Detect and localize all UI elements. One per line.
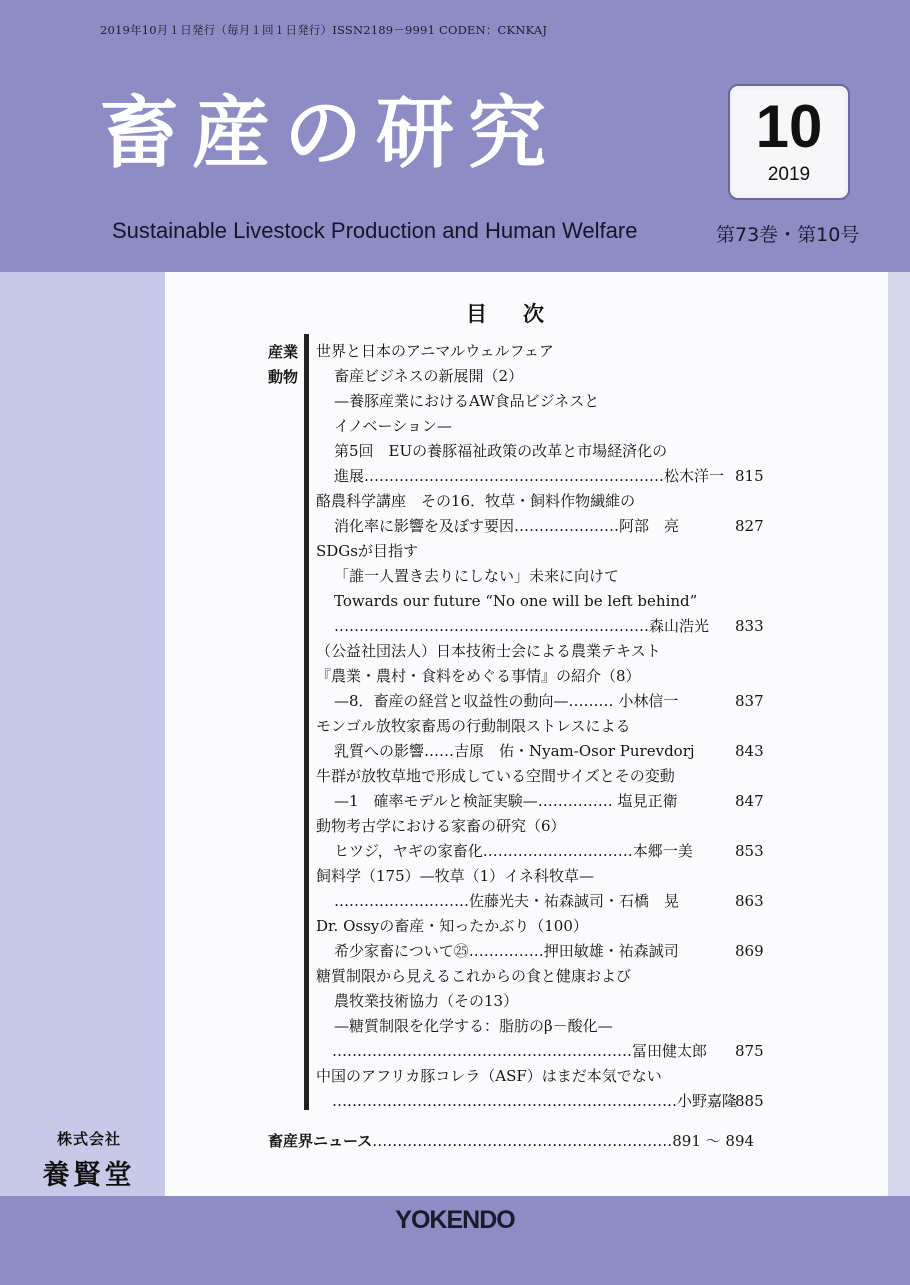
publisher-name: 養賢堂	[42, 1160, 136, 1191]
toc-line: モンゴル放牧家畜馬の行動制限ストレスによる	[316, 717, 631, 735]
toc-line: ………………………………………………………森山浩光	[334, 617, 710, 635]
page-number: 833	[735, 617, 764, 635]
toc-line: ………………………佐藤光夫・祐森誠司・石橋 晃	[334, 892, 680, 910]
news-entry	[268, 1130, 754, 1151]
toc-line: 飼料学（175）—牧草（1）イネ科牧草—	[316, 867, 595, 885]
issue-box	[728, 84, 850, 200]
page-number: 827	[735, 517, 764, 535]
toc-line: 第5回 EUの養豚福祉政策の改革と市場経済化の	[334, 442, 668, 460]
toc-line: 牛群が放牧草地で形成している空間サイズとその変動	[316, 767, 675, 785]
page-number: 815	[735, 467, 764, 485]
toc-line: 酪農科学講座 その16．牧草・飼料作物繊維の	[316, 492, 636, 510]
toc-line: 農牧業技術協力（その13）	[334, 992, 519, 1010]
toc-line: Towards our future “No one will be left behind”	[334, 592, 698, 610]
left-color-panel	[0, 272, 165, 1196]
toc-title: 目次	[466, 302, 580, 326]
issue-number: 10	[755, 93, 823, 160]
issue-year: 2019	[767, 164, 811, 185]
toc-line: 消化率に影響を及ぼす要因…………………阿部 亮	[334, 517, 680, 535]
toc-line: 畜産ビジネスの新展開（2）	[334, 367, 524, 385]
publication-info: 2019年10月１日発行（毎月１回１日発行）ISSN2189－9991 CODEN：CKNKAJ	[100, 23, 548, 37]
category-bar	[304, 334, 309, 1110]
toc-line: SDGsが目指す	[316, 542, 418, 560]
toc-line: —8．畜産の経営と収益性の動向—……… 小林信一	[334, 692, 679, 710]
page-number: 863	[735, 892, 764, 910]
toc-line: 希少家畜について㉕……………押田敏雄・祐森誠司	[334, 942, 679, 960]
toc-line: 中国のアフリカ豚コレラ（ASF）はまだ本気でない	[316, 1067, 662, 1085]
toc-line: —1 確率モデルと検証実験—…………… 塩見正衛	[334, 792, 678, 810]
page-number: 885	[735, 1092, 764, 1110]
journal-title: 畜産の研究	[100, 89, 561, 179]
toc-line: 「誰一人置き去りにしない」未来に向けて	[334, 567, 620, 585]
toc-line: ……………………………………………………冨田健太郎	[332, 1042, 708, 1060]
toc-line: 糖質制限から見えるこれからの食と健康および	[316, 967, 632, 985]
publisher-block	[34, 1128, 144, 1192]
toc-line: 乳質への影響……吉原 佑・Nyam-Osor Purevdorj	[334, 742, 695, 760]
page-number: 869	[735, 942, 764, 960]
journal-subtitle: Sustainable Livestock Production and Human Welfare	[112, 218, 638, 243]
toc-line: ヒツジ，ヤギの家畜化…………………………本郷一美	[334, 842, 693, 860]
toc-line: Dr. Ossyの畜産・知ったかぶり（100）	[316, 917, 588, 935]
toc-line: イノベーション—	[334, 417, 452, 435]
page-number: 837	[735, 692, 764, 710]
volume-label: 第73巻・第10号	[716, 224, 860, 246]
page-number: 875	[735, 1042, 764, 1060]
publisher-type: 株式会社	[56, 1130, 121, 1148]
toc-line: 動物考古学における家畜の研究（6）	[316, 817, 566, 835]
right-color-strip	[888, 272, 910, 1196]
toc-line: 進展……………………………………………………松木洋一	[334, 467, 725, 485]
category-label: 産業	[268, 343, 299, 361]
category-label: 動物	[268, 368, 299, 386]
toc-line: （公益社団法人）日本技術士会による農業テキスト	[316, 642, 661, 660]
page-number: 843	[735, 742, 764, 760]
news-pages: 891 ～ 894	[672, 1132, 755, 1150]
toc-line: ……………………………………………………………小野嘉隆	[332, 1092, 738, 1110]
toc-line: 『農業・農村・食料をめぐる事情』の紹介（8）	[316, 667, 641, 685]
toc-line: —糖質制限を化学する：脂肪のβ－酸化—	[334, 1017, 613, 1035]
yokendo-logo: YOKENDO	[395, 1206, 515, 1234]
cover-header	[0, 0, 910, 272]
news-label: 畜産界ニュース	[268, 1132, 373, 1150]
news-leader: ……………………………………………………	[372, 1132, 673, 1150]
page-number: 853	[735, 842, 764, 860]
toc-line: —養豚産業におけるAW食品ビジネスと	[334, 392, 600, 410]
toc-line: 世界と日本のアニマルウェルフェア	[316, 342, 554, 360]
page-number: 847	[735, 792, 764, 810]
